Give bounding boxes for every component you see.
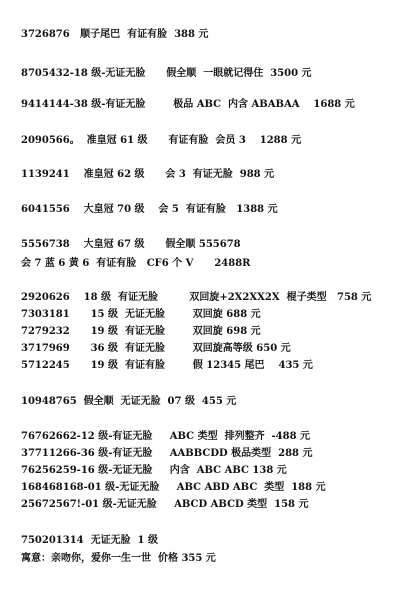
listing-line-11: 7279232 19 级 有证无脸 双回旋 698 元: [21, 326, 261, 337]
listing-line-14: 10948765 假全顺 无证无脸 07 级 455 元: [21, 396, 237, 407]
listing-line-3: 9414144-38 级-有证无脸 极品 ABC 内含 ABABAA 1688 元: [21, 99, 355, 110]
listing-line-21: 寓意：亲吻你，爱你一生一世 价格 355 元: [21, 553, 216, 564]
listing-line-8: 会 7 蓝 6 黄 6 有证有脸 CF6 个 V 2488R: [21, 258, 251, 269]
listing-line-17: 76256259-16 级-无证无脸 内含 ABC ABC 138 元: [21, 465, 287, 476]
listing-line-12: 3717969 36 级 有证无脸 双回旋高等级 650 元: [21, 343, 291, 354]
listing-line-13: 5712245 19 级 有证有脸 假 12345 尾巴 435 元: [21, 360, 313, 371]
listing-line-16: 37711266-36 级-有证无脸 AABBCDD 极品类型 288 元: [21, 448, 313, 459]
listing-line-10: 7303181 15 级 无证无脸 双回旋 688 元: [21, 309, 261, 320]
listing-line-9: 2920626 18 级 有证无脸 双回旋+2X2XX2X 棍子类型 758 元: [21, 292, 372, 303]
listing-line-2: 8705432-18 级-无证无脸 假全顺 一眼就记得住 3500 元: [21, 68, 312, 79]
listing-line-19: 25672567!-01 级-无证无脸 ABCD ABCD 类型 158 元: [21, 499, 309, 510]
listing-line-5: 1139241 准皇冠 62 级 会 3 有证无脸 988 元: [21, 169, 275, 180]
listing-line-4: 2090566。 准皇冠 61 级 有证有脸 会员 3 1288 元: [21, 135, 302, 146]
listing-line-1: 3726876 顺子尾巴 有证有脸 388 元: [21, 29, 209, 40]
listing-line-18: 168468168-01 级-无证无脸 ABC ABD ABC 类型 188 元: [21, 482, 326, 493]
listing-line-20: 750201314 无证无脸 1 级: [21, 535, 158, 546]
listing-line-6: 6041556 大皇冠 70 级 会 5 有证有脸 1388 元: [21, 204, 278, 215]
listing-line-7: 5556738 大皇冠 67 级 假全顺 555678: [21, 239, 241, 250]
listing-line-15: 76762662-12 级-有证无脸 ABC 类型 排列整齐 -488 元: [21, 431, 311, 442]
